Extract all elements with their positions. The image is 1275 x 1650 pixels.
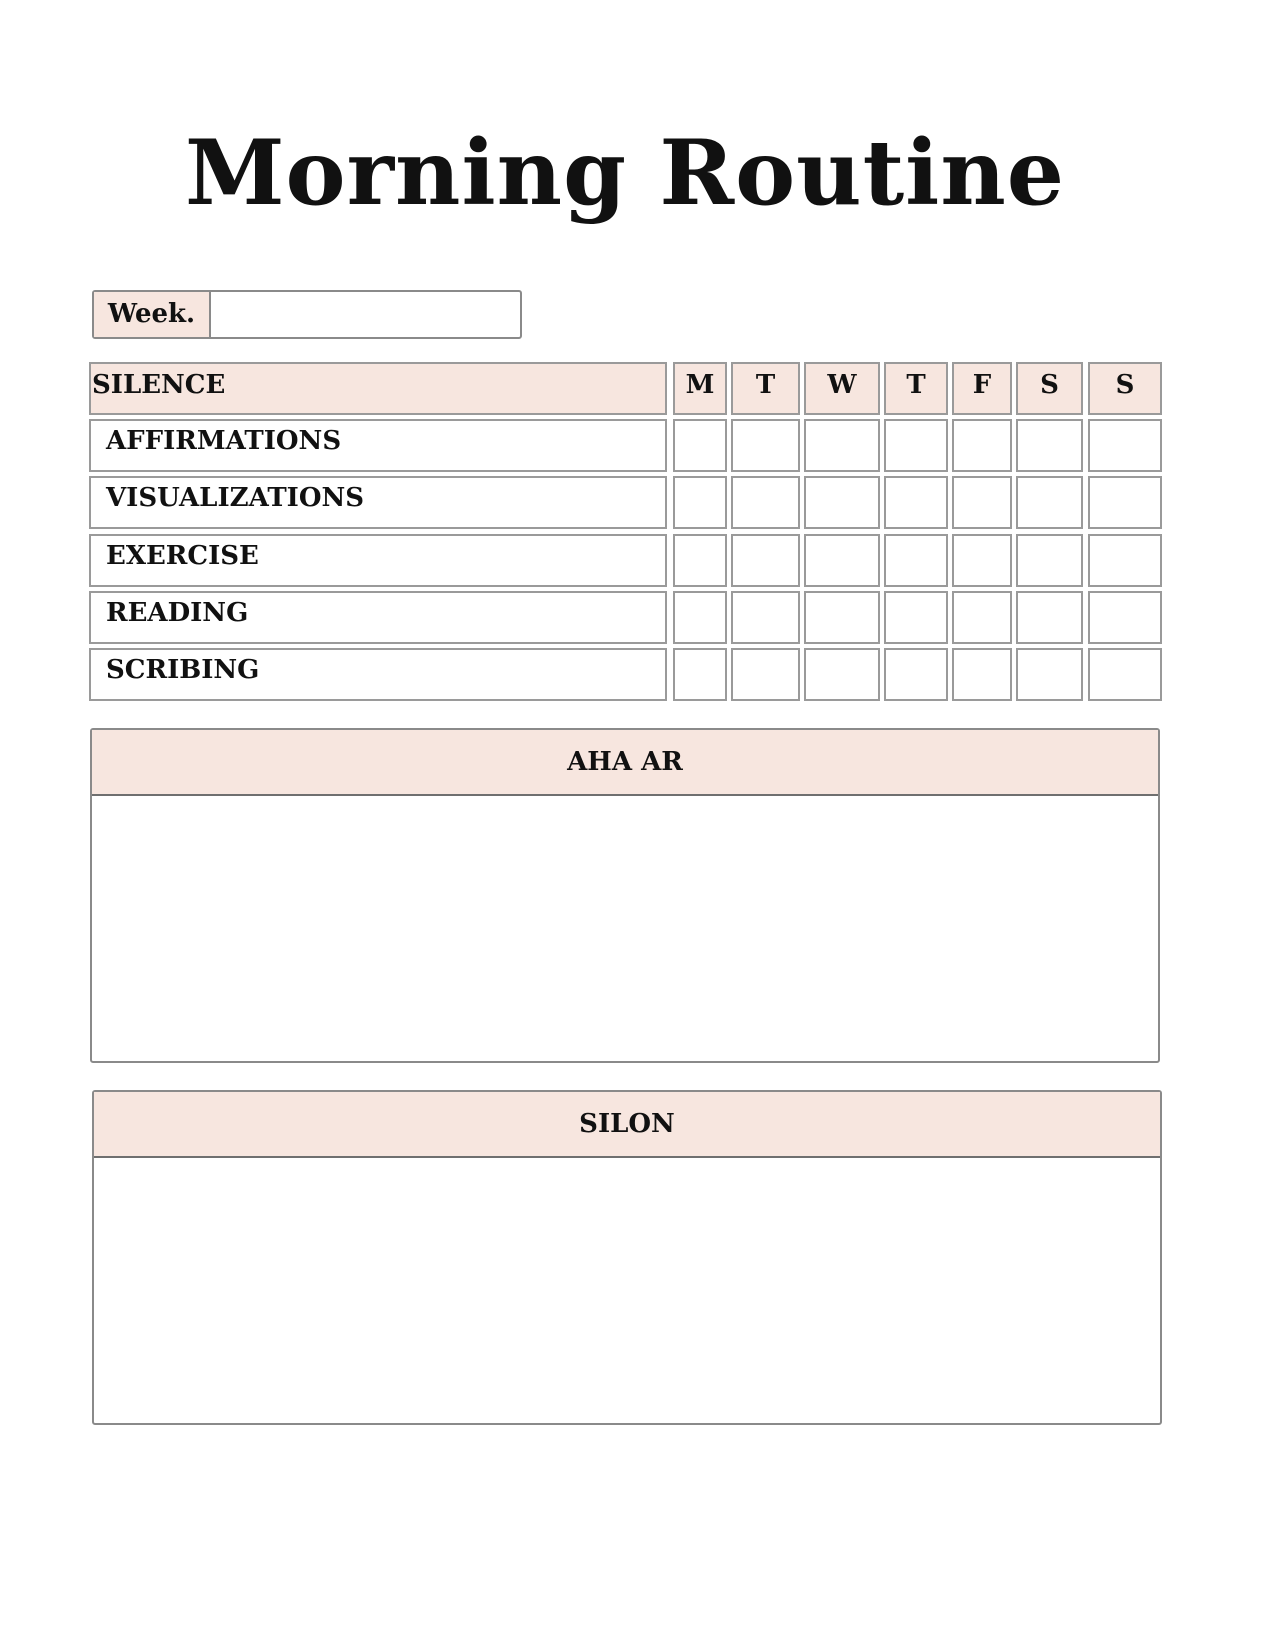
task-label: AFFIRMATIONS bbox=[106, 426, 342, 456]
checkbox-cell[interactable] bbox=[673, 419, 727, 472]
day-header-label: T bbox=[755, 370, 776, 400]
day-header-cell bbox=[804, 362, 880, 415]
week-input[interactable] bbox=[217, 297, 517, 334]
checkbox-cell[interactable] bbox=[952, 591, 1012, 644]
checkbox-cell[interactable] bbox=[1088, 419, 1162, 472]
checkbox-cell[interactable] bbox=[731, 476, 800, 529]
day-header-label: F bbox=[972, 370, 992, 400]
section-aha-ar-title: AHA AR bbox=[92, 730, 1158, 796]
checkbox-cell[interactable] bbox=[952, 476, 1012, 529]
section-silon-title: SILON bbox=[94, 1092, 1160, 1158]
checkbox-cell[interactable] bbox=[1016, 476, 1083, 529]
checkbox-cell[interactable] bbox=[804, 419, 880, 472]
task-row-label-cell bbox=[89, 419, 667, 472]
day-header-label: M bbox=[685, 370, 715, 400]
day-header-label: S bbox=[1040, 370, 1059, 400]
checkbox-cell[interactable] bbox=[1016, 419, 1083, 472]
checkbox-cell[interactable] bbox=[1088, 476, 1162, 529]
checkbox-cell[interactable] bbox=[884, 648, 948, 701]
checkbox-cell[interactable] bbox=[673, 534, 727, 587]
checkbox-cell[interactable] bbox=[731, 591, 800, 644]
checkbox-cell[interactable] bbox=[731, 648, 800, 701]
task-label: EXERCISE bbox=[106, 541, 259, 571]
task-row-label-cell bbox=[89, 476, 667, 529]
checkbox-cell[interactable] bbox=[1088, 648, 1162, 701]
day-header-cell bbox=[1088, 362, 1162, 415]
task-row-label-cell bbox=[89, 534, 667, 587]
section-aha-ar-notes[interactable] bbox=[92, 796, 1158, 1061]
checkbox-cell[interactable] bbox=[1088, 591, 1162, 644]
tracker-header-task-cell bbox=[89, 362, 667, 415]
checkbox-cell[interactable] bbox=[884, 476, 948, 529]
checkbox-cell[interactable] bbox=[884, 591, 948, 644]
day-header-cell bbox=[731, 362, 800, 415]
checkbox-cell[interactable] bbox=[804, 476, 880, 529]
checkbox-cell[interactable] bbox=[1088, 534, 1162, 587]
checkbox-cell[interactable] bbox=[1016, 534, 1083, 587]
checkbox-cell[interactable] bbox=[884, 534, 948, 587]
day-header-cell bbox=[673, 362, 727, 415]
tracker-header-task-label: SILENCE bbox=[92, 370, 226, 400]
checkbox-cell[interactable] bbox=[884, 419, 948, 472]
checkbox-cell[interactable] bbox=[731, 419, 800, 472]
checkbox-cell[interactable] bbox=[952, 534, 1012, 587]
section-silon-notes[interactable] bbox=[94, 1158, 1160, 1423]
day-header-label: S bbox=[1115, 370, 1135, 400]
week-label: Week. bbox=[94, 292, 211, 337]
task-row-label-cell bbox=[89, 648, 667, 701]
checkbox-cell[interactable] bbox=[952, 419, 1012, 472]
checkbox-cell[interactable] bbox=[1016, 591, 1083, 644]
task-row-label-cell bbox=[89, 591, 667, 644]
day-header-label: T bbox=[906, 370, 926, 400]
checkbox-cell[interactable] bbox=[673, 648, 727, 701]
week-field[interactable] bbox=[92, 290, 522, 339]
day-header-cell bbox=[1016, 362, 1083, 415]
day-header-label: W bbox=[827, 370, 857, 400]
checkbox-cell[interactable] bbox=[804, 648, 880, 701]
checkbox-cell[interactable] bbox=[673, 476, 727, 529]
page-title: Morning Routine bbox=[184, 120, 1066, 226]
task-label: READING bbox=[106, 598, 249, 628]
task-label: SCRIBING bbox=[106, 655, 260, 685]
checkbox-cell[interactable] bbox=[804, 534, 880, 587]
task-label: VISUALIZATIONS bbox=[106, 483, 365, 513]
checkbox-cell[interactable] bbox=[1016, 648, 1083, 701]
day-header-cell bbox=[884, 362, 948, 415]
checkbox-cell[interactable] bbox=[804, 591, 880, 644]
checkbox-cell[interactable] bbox=[673, 591, 727, 644]
section-aha-ar bbox=[90, 728, 1160, 1063]
day-header-cell bbox=[952, 362, 1012, 415]
section-silon bbox=[92, 1090, 1162, 1425]
checkbox-cell[interactable] bbox=[731, 534, 800, 587]
checkbox-cell[interactable] bbox=[952, 648, 1012, 701]
